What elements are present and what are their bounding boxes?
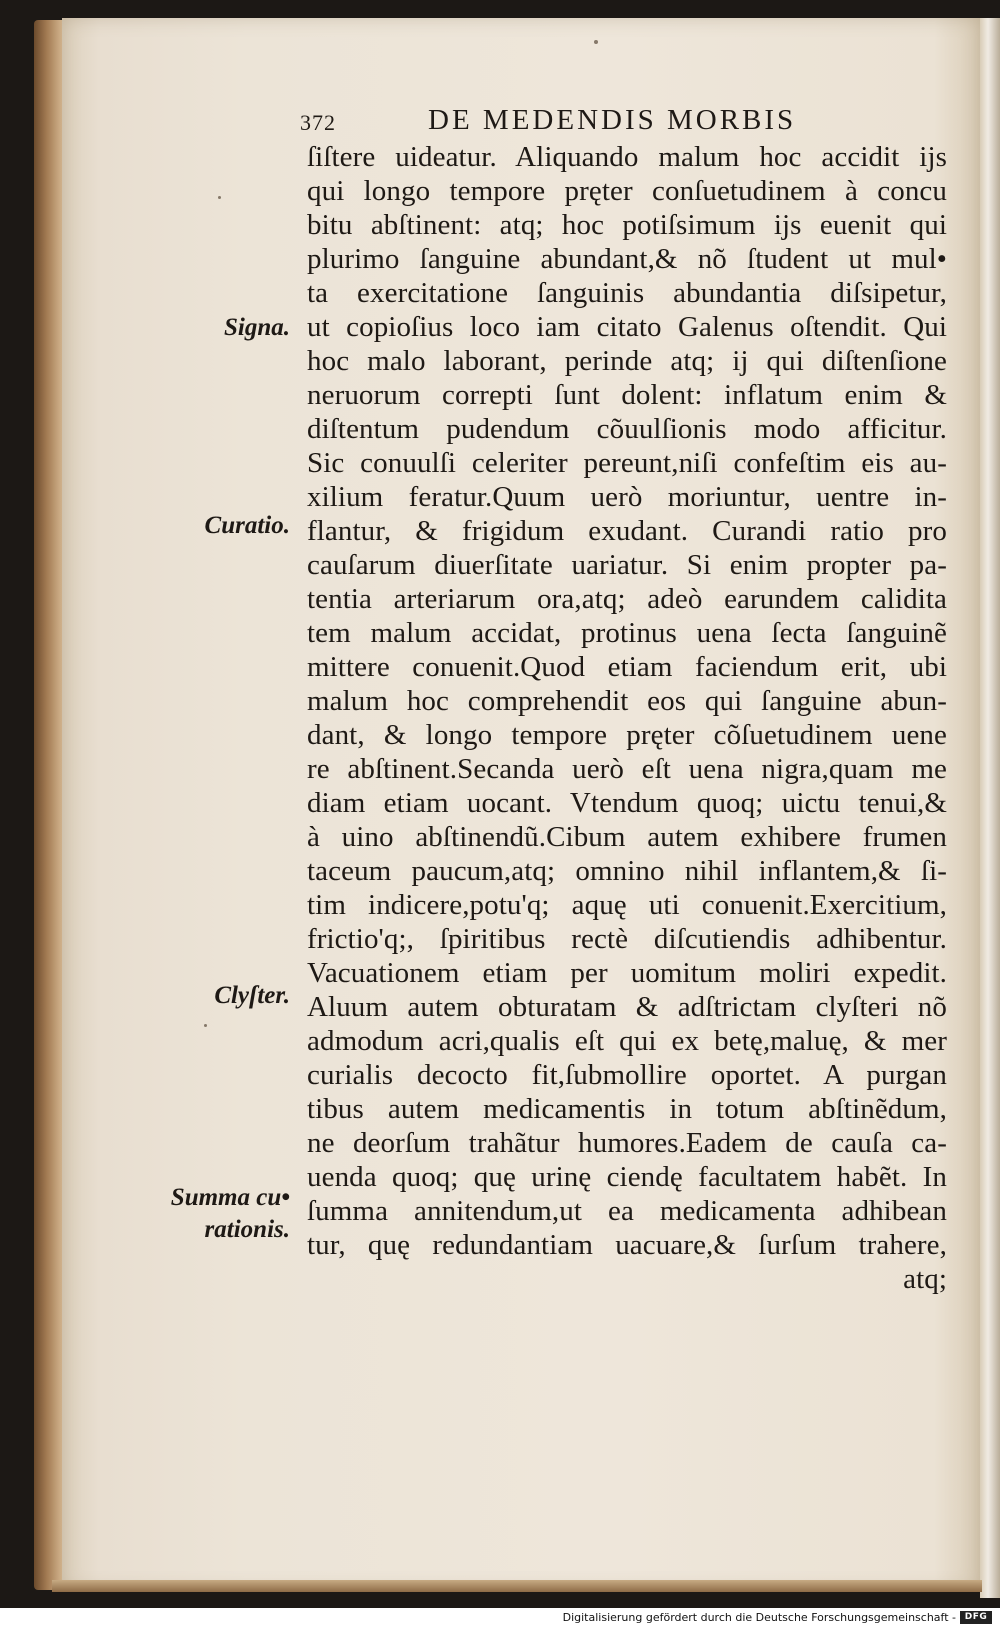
text-line: dant, & longo tempore pręter cõſuetudinem uene (307, 719, 947, 751)
text-line: diam etiam uocant. Vtendum quoq; uictu tenui,& (307, 787, 947, 819)
text-line: hoc malo laborant, perinde atq; ij qui diſtenſione (307, 345, 947, 377)
catchword: atq; (903, 1263, 947, 1295)
margin-note-clyster: Clyſter. (214, 982, 290, 1009)
text-line: bitu abſtinent: atq; hoc potiſsimum ijs euenit qui (307, 209, 947, 241)
text-line: diſtentum pudendum cõuulſionis modo afficitur. (307, 413, 947, 445)
text-line: mittere conuenit.Quod etiam faciendum erit, ubi (307, 651, 947, 683)
text-line: re abſtinent.Secanda uerò eſt uena nigra,quam me (307, 753, 947, 785)
text-line: flantur, & frigidum exudant. Curandi ratio pro (307, 515, 947, 547)
dfg-logo: DFG (960, 1611, 992, 1624)
margin-note-curationis: rationis. (204, 1216, 290, 1243)
text-line: tem malum accidat, protinus uena ſecta ſanguinẽ (307, 617, 947, 649)
body-text (307, 140, 947, 1296)
text-line: Vacuationem etiam per uomitum moliri expedit. (307, 957, 947, 989)
text-line: admodum acri,qualis eſt qui ex betę,maluę, & mer (307, 1025, 947, 1057)
text-line: ut copioſius loco iam citato Galenus oſtendit. Qui (307, 311, 947, 343)
page-speck (204, 1024, 207, 1027)
margin-note-signa: Signa. (223, 314, 290, 341)
book-edge-bottom (52, 1580, 982, 1592)
text-line: frictio'q;, ſpiritibus rectè diſcutiendis adhibentur. (307, 923, 947, 955)
text-line: à uino abſtinendũ.Cibum autem exhibere frumen (307, 821, 947, 853)
text-line: taceum paucum,atq; omnino nihil inflantem,& ſi- (307, 855, 947, 887)
text-line: tibus autem medicamentis in totum abſtinẽdum, (307, 1093, 947, 1125)
text-line: qui longo tempore pręter conſuetudinem à concu (307, 175, 947, 207)
text-line: malum hoc comprehendit eos qui ſanguine abun- (307, 685, 947, 717)
running-title: DE MEDENDIS MORBIS (428, 104, 797, 136)
digitization-credit: Digitalisierung gefördert durch die Deutsche Forschungsgemeinschaft - (562, 1611, 956, 1624)
text-line: cauſarum diuerſitate uariatur. Si enim propter pa- (307, 549, 947, 581)
text-line: tentia arteriarum ora,atq; adeò earundem calidita (307, 583, 947, 615)
margin-note-summa: Summa cu• (170, 1184, 290, 1211)
text-line: plurimo ſanguine abundant,& nõ ſtudent ut mul• (307, 243, 947, 275)
text-line: tim indicere,potu'q; aquę uti conuenit.Exercitium, (307, 889, 947, 921)
text-line: xilium feratur.Quum uerò moriuntur, uentre in- (307, 481, 947, 513)
book-edge-right (980, 18, 1000, 1598)
text-line: Aluum autem obturatam & adſtrictam clyſteri nõ (307, 991, 947, 1023)
text-line: ſiſtere uideatur. Aliquando malum hoc accidit ijs (307, 141, 947, 173)
text-line: ta exercitatione ſanguinis abundantia diſsipetur, (307, 277, 947, 309)
text-line: curialis decocto fit,ſubmollire oportet. A purgan (307, 1059, 947, 1091)
page-speck (594, 40, 598, 44)
text-line: ſumma annitendum,ut ea medicamenta adhibean (307, 1195, 947, 1227)
text-line: Sic conuulſi celeriter pereunt,niſi confeſtim eis au- (307, 447, 947, 479)
text-line: uenda quoq; quę urinę ciendę facultatem habẽt. In (307, 1161, 947, 1193)
page-number: 372 (300, 110, 336, 135)
running-head (300, 104, 860, 138)
text-line: neruorum correpti ſunt dolent: inflatum enim & (307, 379, 947, 411)
page-speck (218, 196, 221, 199)
margin-note-curatio: Curatio. (204, 512, 290, 539)
text-line: ne deorſum trahãtur humores.Eadem de cauſa ca- (307, 1127, 947, 1159)
text-line: tur, quę redundantiam uacuare,& ſurſum trahere, (307, 1229, 947, 1261)
